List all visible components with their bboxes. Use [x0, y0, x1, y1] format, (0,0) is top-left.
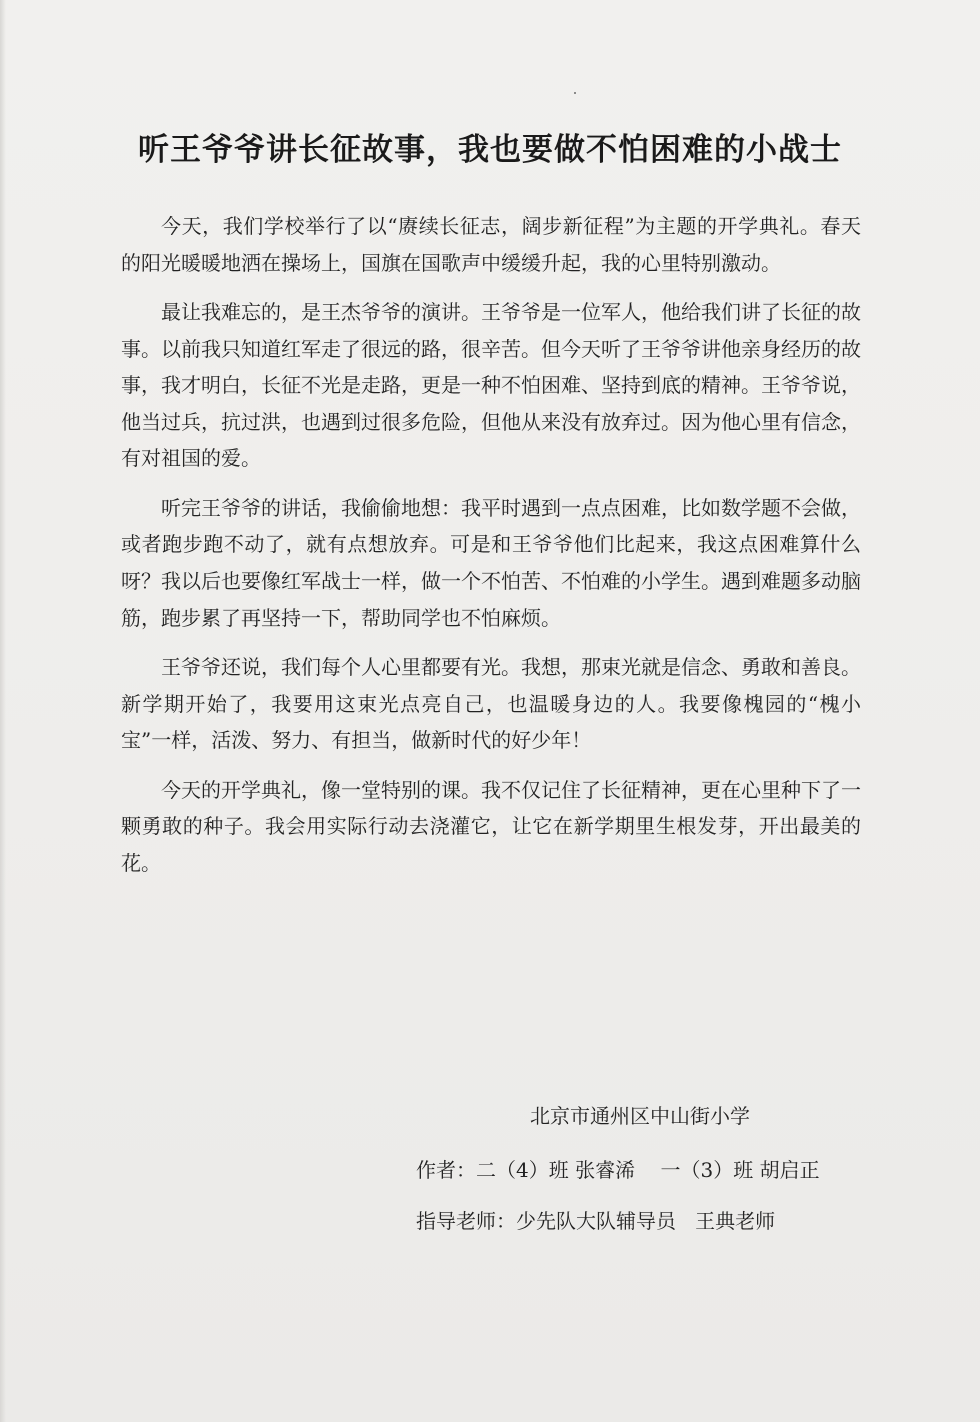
school-name: 北京市通州区中山街小学: [530, 1104, 750, 1128]
essay-body: [121, 208, 861, 894]
paragraph-5: 今天的开学典礼，像一堂特别的课。我不仅记住了长征精神，更在心里种下了一颗勇敢的种子。我会用实际行动去浇灌它，让它在新学期里生根发芽，开出最美的花。: [121, 777, 861, 875]
paragraph-1: 今天，我们学校举行了以“赓续长征志，阔步新征程”为主题的开学典礼。春天的阳光暖暖地洒在操场上，国旗在国歌声中缓缓升起，我的心里特别激动。: [121, 214, 861, 275]
paragraph-3: 听完王爷爷的讲话，我偷偷地想：我平时遇到一点点困难，比如数学题不会做，或者跑步跑不动了，就有点想放弃。可是和王爷爷他们比起来，我这点困难算什么呀？我以后也要像红军战士一样，做一个不怕苦、不怕难的小学生。遇到难题多动脑筋，跑步累了再坚持一下，帮助同学也不怕麻烦。: [121, 495, 861, 630]
essay-title: 听王爷爷讲长征故事，我也要做不怕困难的小战士: [138, 132, 842, 168]
paragraph-2: 最让我难忘的，是王杰爷爷的演讲。王爷爷是一位军人，他给我们讲了长征的故事。以前我只知道红军走了很远的路，很辛苦。但今天听了王爷爷讲他亲身经历的故事，我才明白，长征不光是走路，更是一种不怕困难、坚持到底的精神。王爷爷说，他当过兵，抗过洪，也遇到过很多危险，但他从来没有放弃过。因为他心里有信念，有对祖国的爱。: [121, 299, 861, 471]
author-line: 作者：二（4）班 张睿浠 一（3）班 胡启正: [416, 1158, 820, 1182]
page-edge-shadow: [0, 0, 6, 1422]
teacher-line: 指导老师：少先队大队辅导员 王典老师: [416, 1209, 776, 1233]
paragraph-4: 王爷爷还说，我们每个人心里都要有光。我想，那束光就是信念、勇敢和善良。新学期开始了，我要用这束光点亮自己，也温暖身边的人。我要像槐园的“槐小宝”一样，活泼、努力、有担当，做新时代的好少年！: [121, 654, 861, 753]
paper-speck: [574, 92, 576, 94]
